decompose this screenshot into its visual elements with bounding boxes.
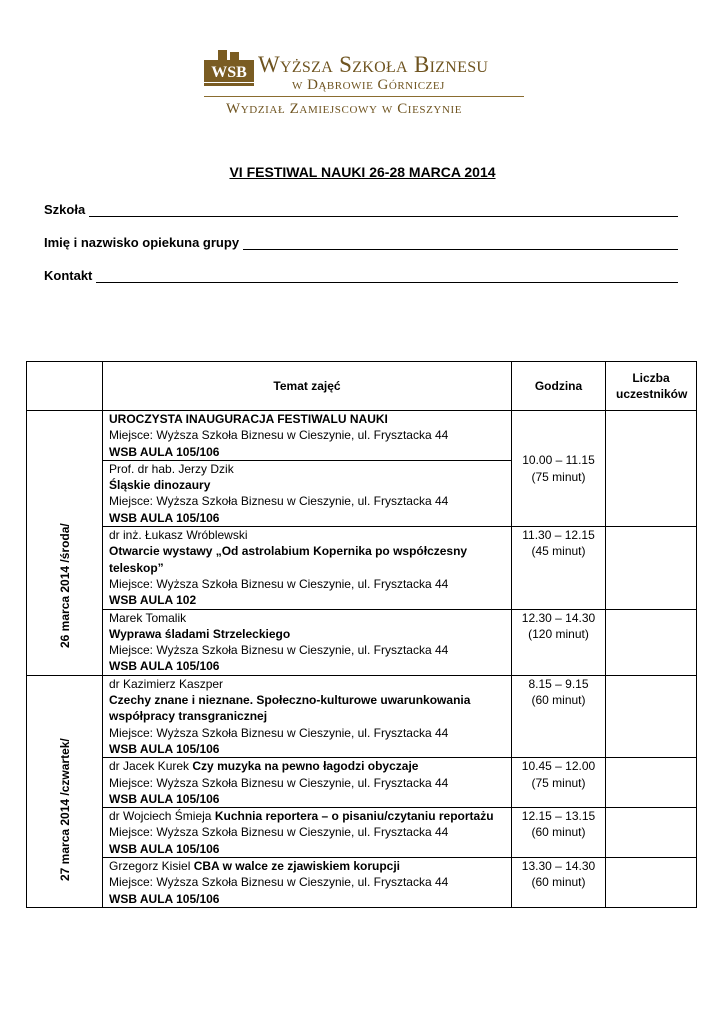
topic-cell — [103, 609, 512, 675]
time-cell — [512, 411, 606, 527]
time-duration: (60 minut) — [531, 825, 586, 840]
topic-title: Czy muzyka na pewno łagodzi obyczaje — [192, 759, 419, 774]
time-duration: (120 minut) — [528, 626, 589, 641]
time-range: 8.15 – 9.15 — [528, 676, 589, 691]
wsb-logo-icon — [204, 50, 254, 90]
time-duration: (75 minut) — [531, 775, 586, 790]
count-cell[interactable] — [606, 758, 697, 808]
topic-cell — [103, 527, 512, 609]
topic-title: CBA w walce ze zjawiskiem korupcji — [193, 859, 400, 874]
time-cell — [512, 675, 606, 757]
topic-room: WSB AULA 105/106 — [109, 510, 220, 525]
topic-speaker: dr inż. Łukasz Wróblewski — [109, 528, 248, 543]
time-duration: (75 minut) — [531, 469, 586, 484]
school-name: Wyższa Szkoła Biznesu — [258, 52, 489, 77]
day-cell — [27, 675, 103, 907]
day-cell — [27, 411, 103, 676]
topic-room: WSB AULA 105/106 — [109, 659, 220, 674]
table-row — [27, 609, 697, 675]
count-cell[interactable] — [606, 858, 697, 908]
page-title: VI FESTIWAL NAUKI 26-28 MARCA 2014 — [229, 164, 496, 180]
time-cell — [512, 808, 606, 858]
topic-title: Śląskie dinozaury — [109, 478, 211, 493]
topic-cell — [103, 858, 512, 908]
schedule-table — [26, 361, 697, 908]
topic-room: WSB AULA 105/106 — [109, 841, 220, 856]
time-range: 12.15 – 13.15 — [521, 809, 596, 824]
table-row — [27, 411, 697, 461]
faculty-name: Wydział Zamiejscowy w Cieszynie — [226, 101, 463, 117]
time-cell — [512, 858, 606, 908]
time-range: 10.45 – 12.00 — [521, 759, 596, 774]
table-row — [27, 527, 697, 609]
table-row — [27, 808, 697, 858]
topic-speaker: dr Kazimierz Kaszper — [109, 676, 224, 691]
table-row — [27, 758, 697, 808]
topic-cell — [103, 808, 512, 858]
topic-room: WSB AULA 102 — [109, 593, 197, 608]
topic-room: WSB AULA 105/106 — [109, 891, 220, 906]
count-cell[interactable] — [606, 808, 697, 858]
count-cell[interactable] — [606, 675, 697, 757]
contact-field — [44, 268, 678, 283]
topic-cell — [103, 411, 512, 461]
topic-speaker: Grzegorz Kisiel — [109, 859, 191, 874]
table-row — [27, 858, 697, 908]
topic-place: Miejsce: Wyższa Szkoła Biznesu w Cieszynie, ul. Frysztacka 44 — [109, 576, 449, 591]
table-header-row — [27, 362, 697, 411]
header-day — [27, 362, 103, 411]
topic-cell — [103, 460, 512, 526]
topic-room: WSB AULA 105/106 — [109, 791, 220, 806]
topic-place: Miejsce: Wyższa Szkoła Biznesu w Cieszynie, ul. Frysztacka 44 — [109, 643, 449, 658]
school-blank-line — [89, 204, 678, 217]
topic-speaker: Marek Tomalik — [109, 610, 187, 625]
logo-lettering: WSB — [211, 64, 247, 81]
time-duration: (45 minut) — [531, 544, 586, 559]
topic-place: Miejsce: Wyższa Szkoła Biznesu w Cieszynie, ul. Frysztacka 44 — [109, 428, 449, 443]
topic-place: Miejsce: Wyższa Szkoła Biznesu w Cieszynie, ul. Frysztacka 44 — [109, 775, 449, 790]
topic-room: WSB AULA 105/106 — [109, 741, 220, 756]
school-city: w Dąbrowie Górniczej — [292, 77, 445, 93]
topic-place: Miejsce: Wyższa Szkoła Biznesu w Cieszynie, ul. Frysztacka 44 — [109, 825, 449, 840]
time-cell — [512, 609, 606, 675]
topic-cell — [103, 758, 512, 808]
count-cell[interactable] — [606, 527, 697, 609]
time-range: 10.00 – 11.15 — [522, 453, 595, 468]
time-range: 11.30 – 12.15 — [522, 528, 595, 543]
count-cell[interactable] — [606, 411, 697, 527]
header-count: Liczba uczestników — [606, 362, 697, 411]
topic-room: WSB AULA 105/106 — [109, 444, 220, 459]
header-topic: Temat zajęć — [103, 362, 512, 411]
school-label: Szkoła — [44, 202, 86, 217]
day-label: 27 marca 2014 /czwartek/ — [57, 737, 72, 881]
contact-blank-line — [96, 270, 678, 283]
guardian-label: Imię i nazwisko opiekuna grupy — [44, 235, 240, 250]
school-field — [44, 202, 678, 217]
guardian-field — [44, 235, 678, 250]
guardian-blank-line — [243, 237, 678, 250]
contact-label: Kontakt — [44, 268, 93, 283]
count-cell[interactable] — [606, 609, 697, 675]
time-range: 13.30 – 14.30 — [521, 859, 596, 874]
topic-title: Kuchnia reportera – o pisaniu/czytaniu reportażu — [214, 809, 494, 824]
time-range: 12.30 – 14.30 — [521, 610, 596, 625]
topic-title: UROCZYSTA INAUGURACJA FESTIWALU NAUKI — [109, 412, 388, 426]
topic-speaker: dr Jacek Kurek — [109, 759, 190, 774]
table-row — [27, 675, 697, 757]
day-label: 26 marca 2014 /środa/ — [57, 523, 72, 649]
topic-place: Miejsce: Wyższa Szkoła Biznesu w Cieszynie, ul. Frysztacka 44 — [109, 875, 449, 890]
topic-place: Miejsce: Wyższa Szkoła Biznesu w Cieszynie, ul. Frysztacka 44 — [109, 494, 449, 509]
topic-title: Wyprawa śladami Strzeleckiego — [109, 626, 291, 641]
topic-speaker: Prof. dr hab. Jerzy Dzik — [109, 461, 234, 476]
topic-cell — [103, 675, 512, 757]
time-cell — [512, 527, 606, 609]
topic-speaker: dr Wojciech Śmieja — [109, 809, 212, 824]
header-time: Godzina — [512, 362, 606, 411]
topic-title: Czechy znane i nieznane. Społeczno-kulturowe uwarunkowania współpracy transgranicznej — [109, 693, 471, 724]
topic-place: Miejsce: Wyższa Szkoła Biznesu w Cieszynie, ul. Frysztacka 44 — [109, 725, 449, 740]
topic-title: Otwarcie wystawy „Od astrolabium Kopernika po współczesny teleskop” — [109, 544, 468, 575]
time-duration: (60 minut) — [531, 875, 586, 890]
logo-divider — [204, 96, 524, 97]
time-cell — [512, 758, 606, 808]
time-duration: (60 minut) — [531, 693, 586, 708]
